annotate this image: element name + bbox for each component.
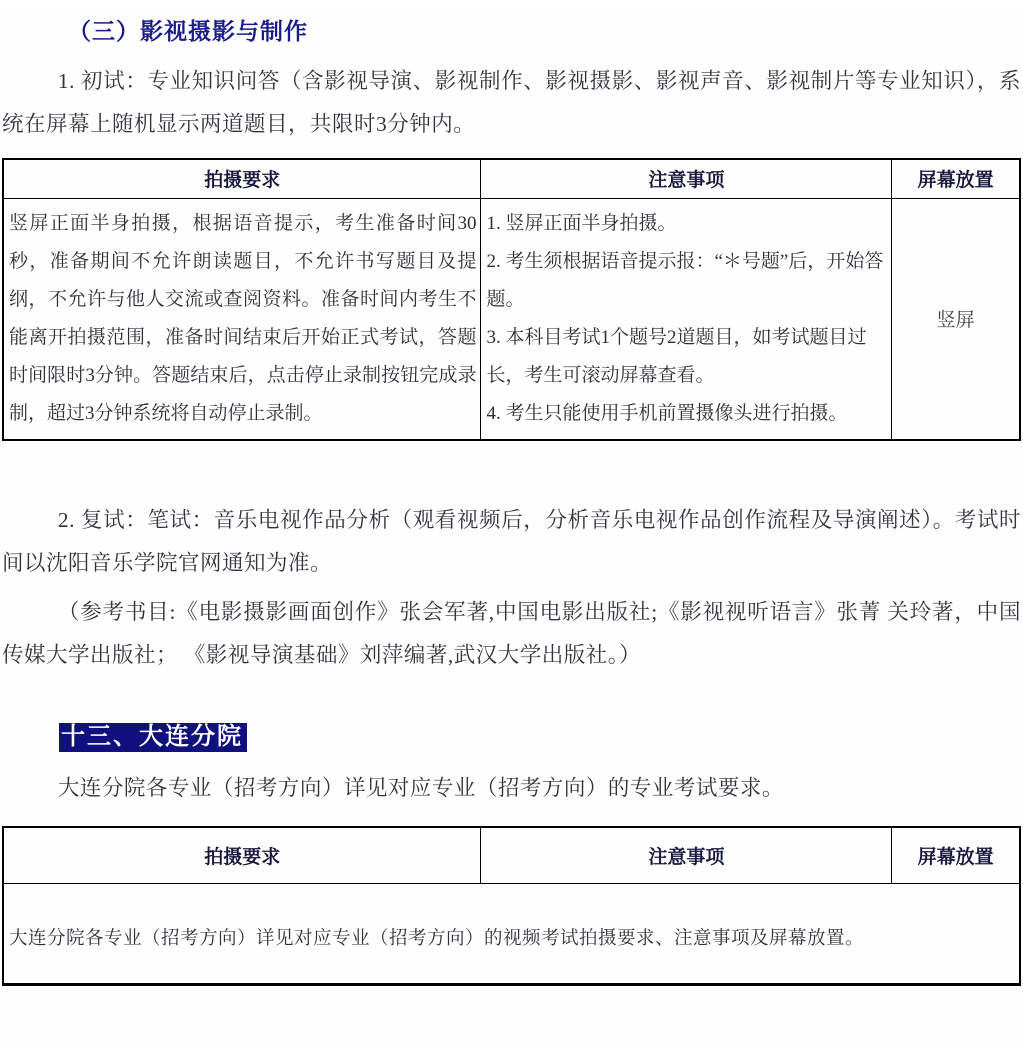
dalian-requirements-table (2, 826, 1021, 987)
header-notes: 注意事项 (481, 159, 892, 198)
dalian-heading-highlight: 十三、大连分院 (59, 723, 247, 752)
dalian-table-header-row (3, 827, 1020, 884)
shooting-requirements-text: 竖屏正面半身拍摄，根据语音提示，考生准备时间30秒，准备期间不允许朗读题目，不允许书写题目及提纲，不允许与他人交流或查阅资料。准备时间内考生不能离开拍摄范围，准备时间结束后开始正式考试，答题时间限时3分钟。答题结束后，点击停止录制按钮完成录制，超过3分钟系统将自动停止录制。 (9, 212, 477, 424)
table-header-row (3, 159, 1020, 198)
dalian-intro-paragraph: 大连分院各专业（招考方向）详见对应专业（招考方向）的专业考试要求。 (57, 775, 784, 800)
note-item: 2. 考生须根据语音提示报：“＊号题”后，开始答题。 (486, 250, 884, 310)
header-shooting-requirements: 拍摄要求 (3, 159, 481, 198)
notes-cell (481, 198, 892, 440)
section-heading: （三）影视摄影与制作 (68, 19, 308, 44)
note-item: 1. 竖屏正面半身拍摄。 (486, 212, 677, 234)
header-screen-placement: 屏幕放置 (892, 827, 1020, 884)
header-shooting-requirements: 拍摄要求 (3, 827, 481, 884)
first-trial-paragraph: 1. 初试：专业知识问答（含影视导演、影视制作、影视摄影、影视声音、影视制片等专业知识），系统在屏幕上随机显示两道题目，共限时3分钟内。 (2, 69, 1021, 136)
screen-placement-cell: 竖屏 (892, 198, 1020, 440)
header-notes: 注意事项 (481, 827, 892, 884)
dalian-section-heading (59, 719, 1021, 755)
table-row (3, 198, 1020, 440)
header-screen-placement: 屏幕放置 (892, 159, 1020, 198)
retrial-paragraph: 2. 复试：笔试：音乐电视作品分析（观看视频后，分析音乐电视作品创作流程及导演阐述）。考试时间以沈阳音乐学院官网通知为准。 (2, 507, 1021, 575)
table-row (3, 884, 1020, 985)
document-page (0, 13, 1023, 1044)
dalian-note-cell: 大连分院各专业（招考方向）详见对应专业（招考方向）的视频考试拍摄要求、注意事项及屏幕放置。 (3, 884, 1020, 985)
shooting-requirements-cell (3, 198, 481, 440)
note-item: 3. 本科目考试1个题号2道题目，如考试题目过长，考生可滚动屏幕查看。 (486, 326, 867, 386)
reference-books-paragraph: （参考书目:《电影摄影画面创作》张会军著,中国电影出版社;《影视视听语言》张菁 关玲著，中国传媒大学出版社； 《影视导演基础》刘萍编著,武汉大学出版社。） (2, 599, 1021, 667)
exam-requirements-table (2, 158, 1021, 441)
note-item: 4. 考生只能使用手机前置摄像头进行拍摄。 (486, 402, 848, 424)
